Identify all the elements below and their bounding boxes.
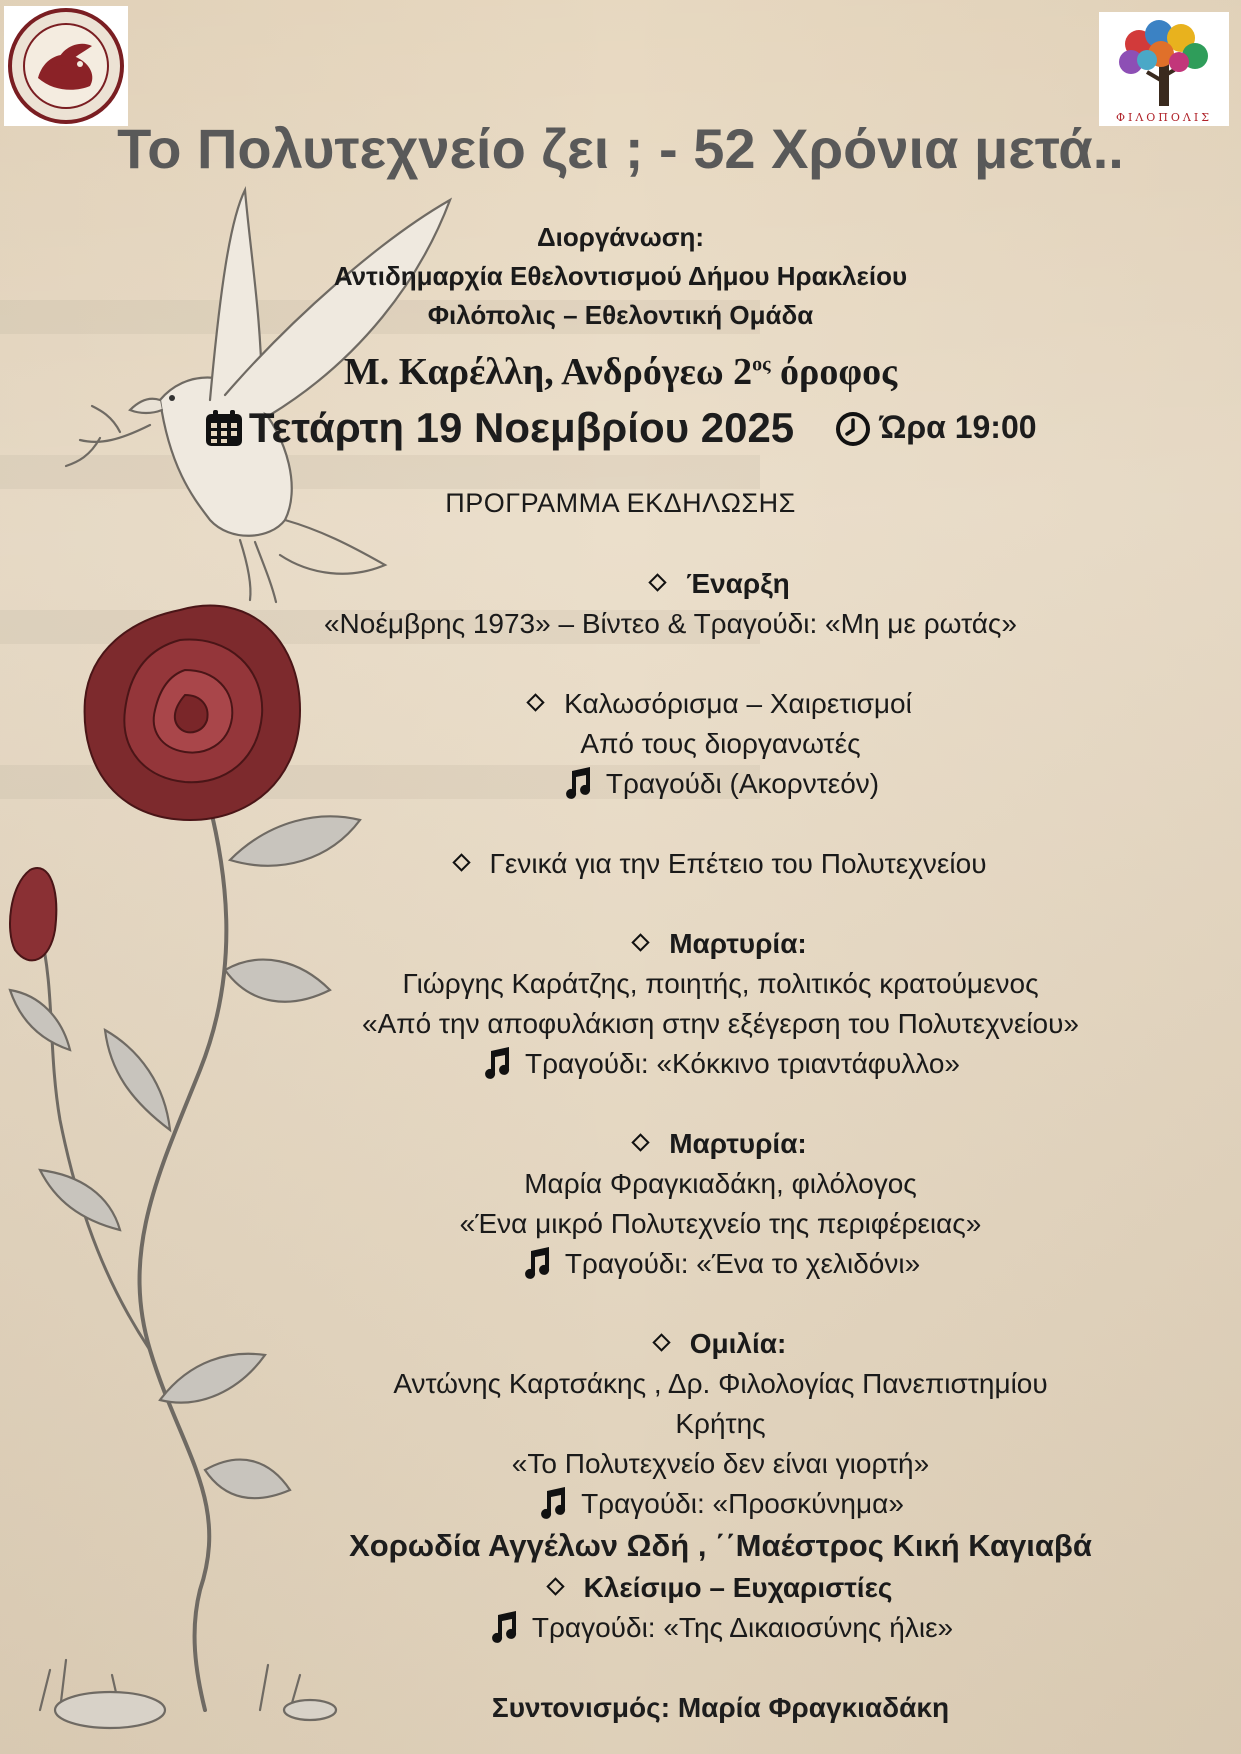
program-item-heading: Ομιλία: <box>200 1328 1241 1360</box>
program-item-line: Γιώργης Καράτζης, ποιητής, πολιτικός κρατούμενος <box>402 968 1039 999</box>
diamond-bullet-icon <box>526 693 544 711</box>
heraklion-logo <box>4 6 128 126</box>
event-date: Τετάρτη 19 Νοεμβρίου 2025 <box>248 404 795 451</box>
music-note-icon <box>562 767 594 799</box>
organization-line-2: Φιλόπολις – Εθελοντική Ομάδα <box>427 300 814 330</box>
filopolis-caption: ΦΙΛΟΠΟΛΙΣ <box>1115 111 1212 124</box>
event-datetime <box>0 404 1241 452</box>
choir-credit: Χορωδία Αγγέλων Ωδή , ΄΄Μαέστρος Κική Καγιαβά <box>349 1528 1092 1563</box>
program-item-line: Κρήτης <box>675 1408 766 1439</box>
program-item-song: Τραγούδι (Ακορντεόν) <box>200 768 1241 802</box>
program-item-line: «Από την αποφυλάκιση στην εξέγερση του Πολυτεχνείου» <box>362 1008 1079 1039</box>
program-item-heading: Έναρξη <box>200 568 1241 600</box>
program-item-line: «Νοέμβρης 1973» – Βίντεο & Τραγούδι: «Μη με ρωτάς» <box>323 608 1017 639</box>
program-item-line: «Το Πολυτεχνείο δεν είναι γιορτή» <box>511 1448 930 1479</box>
event-time: Ώρα 19:00 <box>879 408 1037 445</box>
program-item-song: Τραγούδι: «Κόκκινο τριαντάφυλλο» <box>200 1048 1241 1082</box>
diamond-bullet-icon <box>546 1577 564 1595</box>
program-heading: ΠΡΟΓΡΑΜΜΑ ΕΚΔΗΛΩΣΗΣ <box>445 488 796 518</box>
program-item-heading: Μαρτυρία: <box>200 1128 1241 1160</box>
program-item-song: Τραγούδι: «Ένα το χελιδόνι» <box>200 1248 1241 1282</box>
program-item-line: Μαρία Φραγκιαδάκη, φιλόλογος <box>524 1168 917 1199</box>
diamond-bullet-icon <box>452 853 470 871</box>
event-time-group <box>835 409 1037 445</box>
diamond-bullet-icon <box>632 1133 650 1151</box>
clock-icon <box>835 411 871 447</box>
program-item-heading: Καλωσόρισμα – Χαιρετισμοί <box>200 688 1241 720</box>
organization-label: Διοργάνωση: <box>536 222 705 252</box>
venue-address: Μ. Καρέλλη, Ανδρόγεω $2^{o\varsigma}$ όροφος <box>343 351 898 393</box>
program-item-song: Τραγούδι: «Προσκύνημα» <box>200 1488 1241 1522</box>
page-title: Το Πολυτεχνείο ζει ; - 52 Χρόνια μετά.. <box>117 117 1124 180</box>
music-note-icon <box>481 1047 513 1079</box>
program-item-song: Τραγούδι: «Της Δικαιοσύνης ήλιε» <box>200 1612 1241 1646</box>
music-note-icon <box>537 1487 569 1519</box>
diamond-bullet-icon <box>652 1333 670 1351</box>
coordination-credit: Συντονισμός: Μαρία Φραγκιαδάκη <box>491 1692 950 1723</box>
music-note-icon <box>488 1611 520 1643</box>
program-item-line: Αντώνης Καρτσάκης , Δρ. Φιλολογίας Πανεπιστημίου <box>393 1368 1048 1399</box>
program-item-line: «Ένα μικρό Πολυτεχνείο της περιφέρειας» <box>459 1208 982 1239</box>
program-item-line: Από τους διοργανωτές <box>580 728 861 759</box>
calendar-icon <box>204 408 244 448</box>
program-item-heading: Μαρτυρία: <box>200 928 1241 960</box>
diamond-bullet-icon <box>632 933 650 951</box>
program-item-heading: Κλείσιμο – Ευχαριστίες <box>200 1572 1241 1604</box>
music-note-icon <box>521 1247 553 1279</box>
filopolis-logo <box>1099 12 1229 126</box>
diamond-bullet-icon <box>649 573 667 591</box>
program-item-heading: Γενικά για την Επέτειο του Πολυτεχνείου <box>200 848 1241 880</box>
organization-line-1: Αντιδημαρχία Εθελοντισμού Δήμου Ηρακλείου <box>333 261 908 291</box>
